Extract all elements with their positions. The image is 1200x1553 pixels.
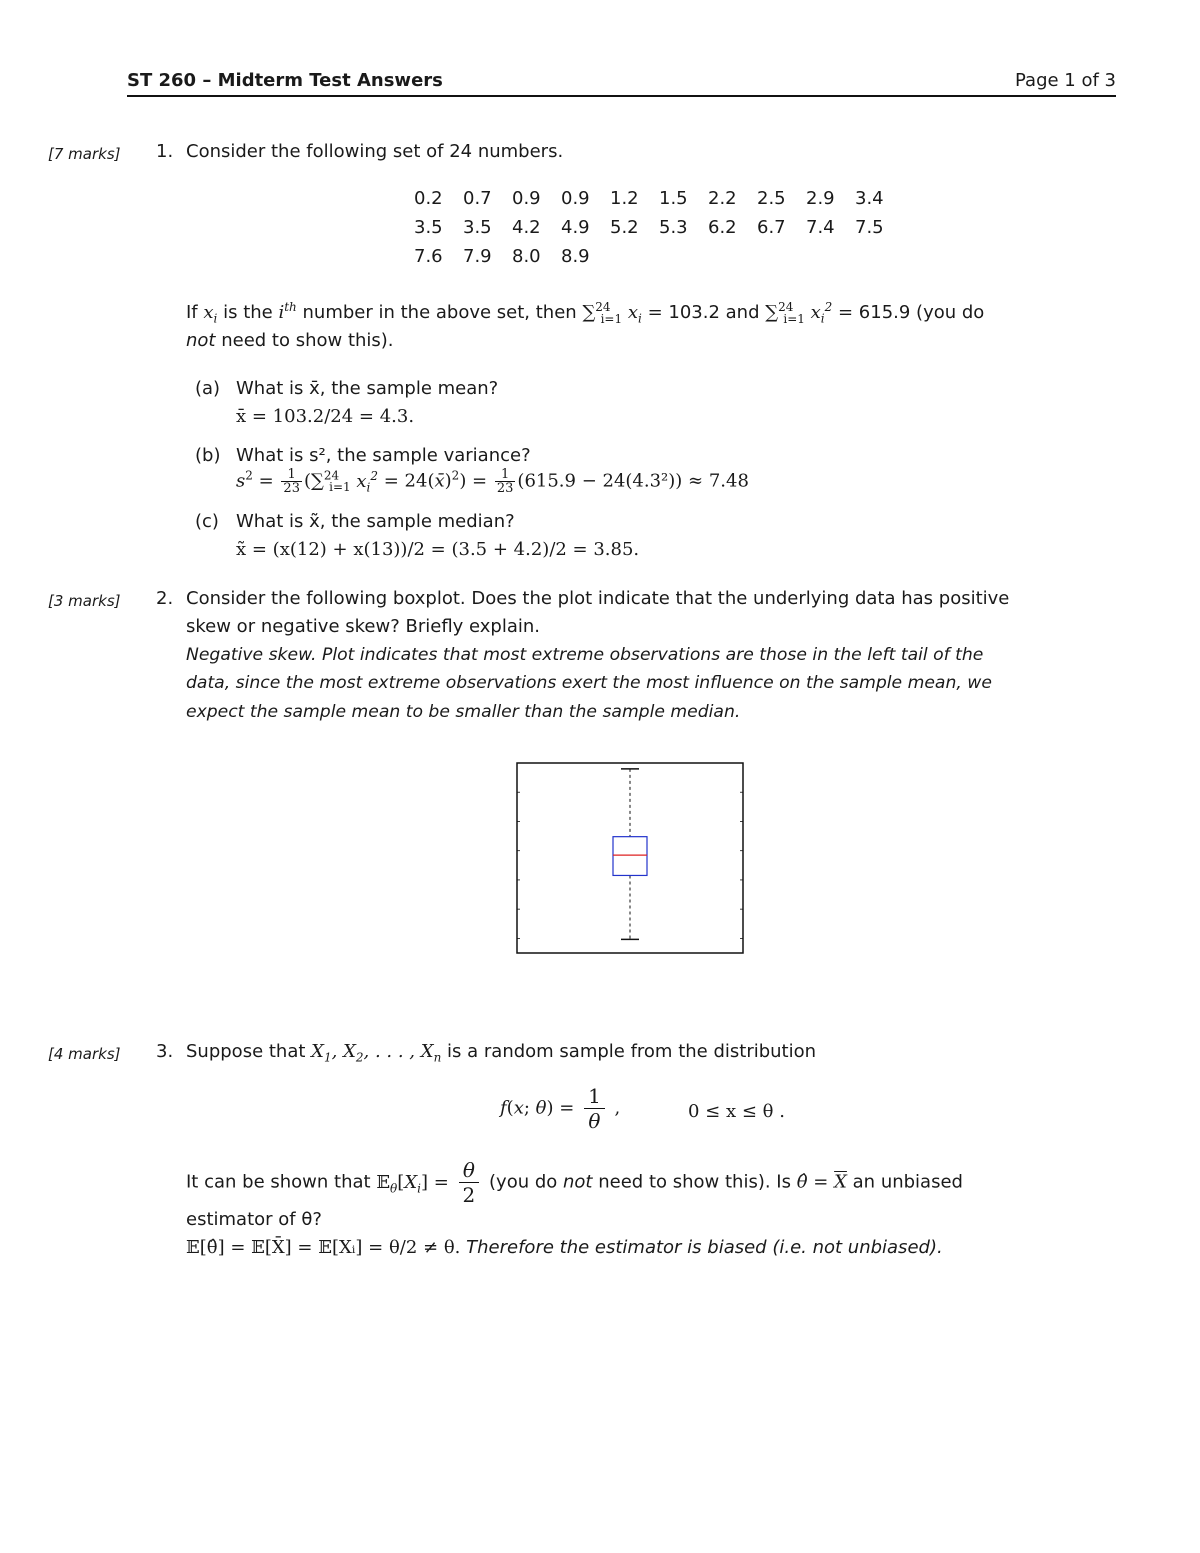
number-cell: 6.7 [757,217,786,238]
q3-answer-text: Therefore the estimator is biased (i.e. not unbiased). [466,1237,943,1258]
number-cell: 6.2 [708,217,737,238]
number-cell: 8.0 [512,246,541,267]
q3-answer-math: 𝔼[θ̂] = 𝔼[X̄] = 𝔼[Xᵢ] = θ/2 ≠ θ. [186,1237,461,1258]
number-cell: 2.2 [708,188,737,209]
q1b-answer: $s^2$ = $\frac{1}{23}$ (∑$^{24}_{i=1}$ $x_i^2$ = 24(x̄)$^2$) = $\frac{1}{23}$ (615.9 − 24(4.3²)) ≈ 7.48 [236,467,749,496]
q3-estimator-line2: estimator of θ? [186,1209,322,1230]
q1-marks: [7 marks] [48,145,121,163]
q1c-question: What is x̃, the sample median? [236,511,515,532]
q3-shown-line: It can be shown that $𝔼_\theta[X_i]$ = $\frac{\theta}{2}$ (you do not need to show this). Is θ̂ = $\overline{X}$ an unbiased [186,1158,963,1207]
number-cell: 7.6 [414,246,443,267]
q1b-label: (b) [195,445,221,466]
number-cell: 3.5 [463,217,492,238]
page-number: Page 1 of 3 [1015,70,1116,91]
q1-number: 1. [156,141,174,162]
q1b-question: What is s², the sample variance? [236,445,531,466]
number-cell: 2.9 [806,188,835,209]
number-cell: 0.9 [512,188,541,209]
number-cell: 3.5 [414,217,443,238]
number-cell: 8.9 [561,246,590,267]
sum-x2-value: 615.9 [858,302,911,323]
q3-marks: [4 marks] [48,1045,121,1063]
q2-question-line1: Consider the following boxplot. Does the plot indicate that the underlying data has positive [186,588,1010,609]
number-cell: 0.7 [463,188,492,209]
q1c-answer: x̃ = (x(12) + x(13))/2 = (3.5 + 4.2)/2 = 3.85. [236,539,640,560]
number-cell: 5.2 [610,217,639,238]
number-cell: 0.9 [561,188,590,209]
q2-answer-line2: data, since the most extreme observations exert the most influence on the sample mean, we [186,673,992,693]
number-cell: 7.9 [463,246,492,267]
q1-sum-statement: If $x_i$ is the $i^{th}$ number in the above set, then ∑$^{24}_{i=1}$ $x_i = 103.2$ and ∑$^{24}_{i=1}$ $x_i^2 = 615.9$ (you do [186,300,985,326]
q2-number: 2. [156,588,174,609]
q3-question: Suppose that $X_1$, $X_2$, . . . , $X_n$ is a random sample from the distribution [186,1041,817,1065]
q3-support: 0 ≤ x ≤ θ . [688,1101,785,1122]
number-cell: 4.2 [512,217,541,238]
q1a-question: What is x̄, the sample mean? [236,378,499,399]
q2-marks: [3 marks] [48,592,121,610]
q1c-label: (c) [195,511,219,532]
boxplot-chart [500,750,760,965]
q3-question-text: is a random sample from the distribution [447,1041,817,1062]
sum-x-value: 103.2 [668,302,720,323]
number-cell: 3.4 [855,188,884,209]
q1-intro: Consider the following set of 24 numbers. [186,141,564,162]
number-cell: 0.2 [414,188,443,209]
q2-answer-line3: expect the sample mean to be smaller than the sample median. [186,702,741,722]
number-cell: 5.3 [659,217,688,238]
q1-sum-note: not need to show this). [186,330,394,351]
number-cell: 7.5 [855,217,884,238]
q3-answer [186,1237,943,1258]
document-title: ST 260 – Midterm Test Answers [127,70,443,91]
header-rule [127,95,1116,97]
q2-answer-line1: Negative skew. Plot indicates that most extreme observations are those in the left tail of the [186,645,984,665]
number-cell: 2.5 [757,188,786,209]
number-cell: 7.4 [806,217,835,238]
q1a-answer: x̄ = 103.2/24 = 4.3. [236,406,415,427]
q3-density: f(x; θ) = $\frac{1}{\theta}$ , [500,1084,621,1133]
q3-number: 3. [156,1041,174,1062]
q2-question-line2: skew or negative skew? Briefly explain. [186,616,541,637]
q1a-label: (a) [195,378,221,399]
number-cell: 4.9 [561,217,590,238]
q1b-answer-tail: (615.9 − 24(4.3²)) ≈ 7.48 [517,470,749,492]
number-cell: 1.2 [610,188,639,209]
number-cell: 1.5 [659,188,688,209]
